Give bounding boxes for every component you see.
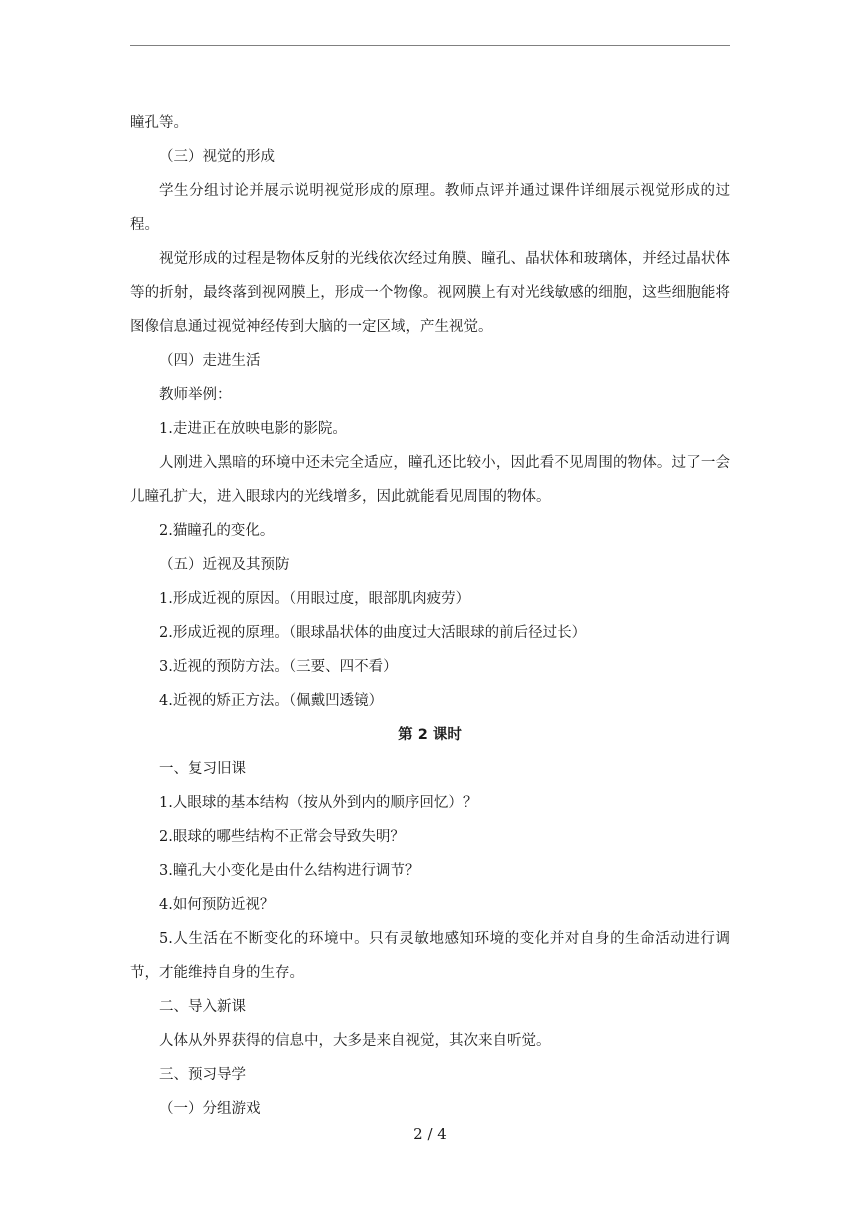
paragraph: 2.眼球的哪些结构不正常会导致失明？ bbox=[159, 829, 405, 845]
paragraph: 三、预习导学 bbox=[159, 1067, 246, 1083]
paragraph: 1.形成近视的原因。（用眼过度，眼部肌肉疲劳） bbox=[159, 591, 471, 607]
paragraph: 4.近视的矫正方法。（佩戴凹透镜） bbox=[159, 693, 384, 709]
paragraph: 5.人生活在不断变化的环境中。只有灵敏地感知环境的变化并对自身的生命活动进行调节，才能维持自身的生存。 bbox=[130, 931, 730, 981]
header-rule bbox=[130, 45, 730, 46]
paragraph: 视觉形成的过程是物体反射的光线依次经过角膜、瞳孔、晶状体和玻璃体，并经过晶状体等的折射，最终落到视网膜上，形成一个物像。视网膜上有对光线敏感的细胞，这些细胞能将图像信息通过视觉神经传到大脑的一定区域，产生视觉。 bbox=[130, 251, 730, 335]
paragraph: 一、复习旧课 bbox=[159, 761, 246, 777]
subsection-heading: （三）视觉的形成 bbox=[159, 149, 275, 165]
paragraph: 学生分组讨论并展示说明视觉形成的原理。教师点评并通过课件详细展示视觉形成的过程。 bbox=[130, 183, 730, 233]
paragraph: 3.近视的预防方法。（三要、四不看） bbox=[159, 659, 398, 675]
subsection-heading: （五）近视及其预防 bbox=[159, 557, 290, 573]
subsection-heading: （一）分组游戏 bbox=[159, 1101, 261, 1117]
paragraph: 1.走进正在放映电影的影院。 bbox=[159, 421, 347, 437]
document-body bbox=[130, 106, 730, 1126]
subsection-heading: （四）走进生活 bbox=[159, 353, 261, 369]
paragraph: 2.猫瞳孔的变化。 bbox=[159, 523, 275, 539]
paragraph: 3.瞳孔大小变化是由什么结构进行调节？ bbox=[159, 863, 420, 879]
section-heading: 第 2 课时 bbox=[398, 727, 462, 743]
paragraph: 2.形成近视的原理。（眼球晶状体的曲度过大活眼球的前后径过长） bbox=[159, 625, 587, 641]
paragraph: 人体从外界获得的信息中，大多是来自视觉，其次来自听觉。 bbox=[159, 1033, 551, 1049]
paragraph: 教师举例： bbox=[159, 387, 232, 403]
paragraph: 4.如何预防近视？ bbox=[159, 897, 275, 913]
paragraph: 瞳孔等。 bbox=[130, 115, 188, 131]
paragraph: 人刚进入黑暗的环境中还未完全适应，瞳孔还比较小，因此看不见周围的物体。过了一会儿瞳孔扩大，进入眼球内的光线增多，因此就能看见周围的物体。 bbox=[130, 455, 730, 505]
page-number: 2 / 4 bbox=[413, 1125, 447, 1143]
paragraph: 二、导入新课 bbox=[159, 999, 246, 1015]
paragraph: 1.人眼球的基本结构（按从外到内的顺序回忆）？ bbox=[159, 795, 478, 811]
